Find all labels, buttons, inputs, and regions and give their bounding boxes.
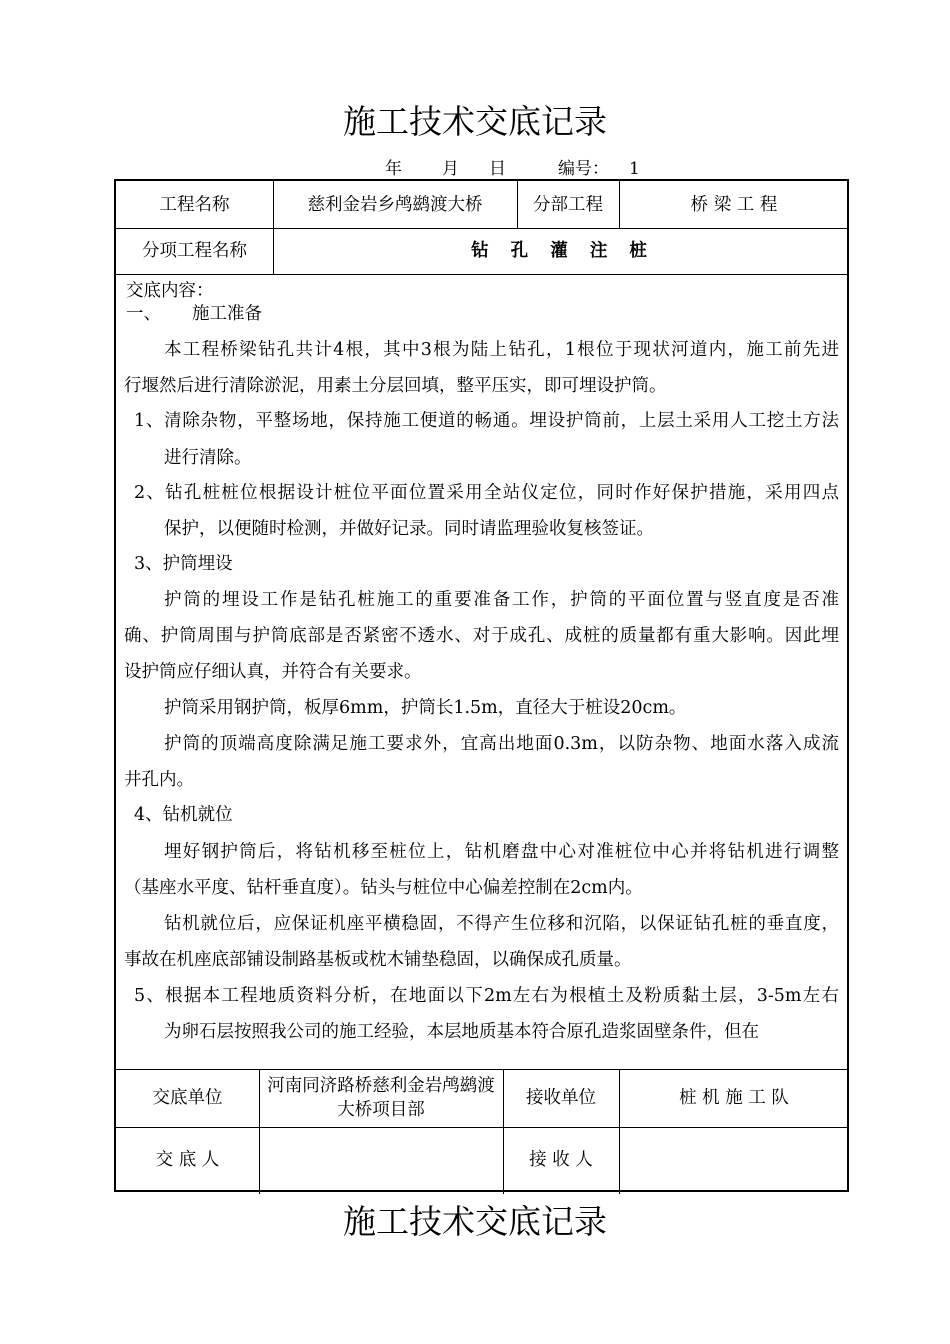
content-label: 交底内容：: [126, 281, 214, 301]
text-line: 2、钻孔桩桩位根据设计桩位平面位置采用全站仪定位，同时作好保护措施，采用四点: [134, 483, 839, 503]
text-line: 本工程桥梁钻孔共计4根，其中3根为陆上钻孔，1根位于现状河道内，施工前先进: [164, 340, 839, 360]
section-title: 施工准备: [192, 304, 262, 324]
issuer-unit-value: 河南同济路桥慈利金岩鸬鹚渡大桥项目部: [267, 1076, 495, 1120]
text-line: 护筒的埋设工作是钻孔桩施工的重要准备工作，护筒的平面位置与竖直度是否准: [164, 590, 839, 610]
text-line: 3、护筒埋设: [134, 554, 233, 574]
text-line: 进行清除。: [164, 448, 252, 468]
date-year-label: 年: [385, 159, 402, 179]
text-line: 钻机就位后，应保证机座平横稳固，不得产生位移和沉陷，以保证钻孔桩的垂直度，: [164, 914, 839, 934]
receiver-person-label: 接 收 人: [529, 1149, 593, 1170]
project-name-label: 工程名称: [159, 194, 230, 215]
text-line: 行堰然后进行清除淤泥，用素土分层回填，整平压实，即可埋设护筒。: [124, 376, 667, 396]
number-label: 编号：: [558, 159, 609, 179]
division-label: 分部工程: [533, 194, 603, 215]
text-line: 1、清除杂物，平整场地，保持施工便道的畅通。埋设护筒前，上层土采用人工挖土方法: [134, 411, 839, 431]
date-month-label: 月: [442, 159, 459, 179]
text-line: 保护，以便随时检测，并做好记录。同时请监理验收复核签证。: [164, 519, 654, 539]
subitem-value: 钻 孔 灌 注 桩: [471, 241, 651, 261]
page-title-next: 施工技术交底记录: [343, 1202, 607, 1241]
section-number: 一、: [126, 304, 161, 324]
record-sheet: [114, 179, 849, 1192]
rule: [116, 274, 847, 275]
text-line: 埋好钢护筒后，将钻机移至桩位上，钻机磨盘中心对准桩位中心并将钻机进行调整: [164, 842, 839, 862]
text-line: 设护筒应仔细认真，并符合有关要求。: [124, 662, 422, 682]
text-line: 确、护筒周围与护筒底部是否紧密不透水、对于成孔、成桩的质量都有重大影响。因此埋: [124, 626, 839, 646]
text-line: 事故在机座底部铺设制路基板或枕木铺垫稳固，以确保成孔质量。: [124, 950, 632, 970]
text-line: 护筒采用钢护筒，板厚6mm，护筒长1.5m，直径大于桩设20cm。: [164, 698, 687, 718]
subitem-label: 分项工程名称: [142, 241, 247, 261]
text-line: （基座水平度、钻杆垂直度）。钻头与桩位中心偏差控制在2cm内。: [124, 878, 643, 898]
receiver-person-value[interactable]: [619, 1127, 849, 1192]
text-line: 为卵石层按照我公司的施工经验，本层地质基本符合原孔造浆固壁条件，但在: [164, 1022, 759, 1042]
date-number-line: [385, 154, 640, 179]
text-line: 井孔内。: [124, 770, 194, 790]
receiver-unit-label: 接收单位: [526, 1088, 596, 1108]
page-title: 施工技术交底记录: [343, 102, 607, 141]
division-value: 桥 梁 工 程: [690, 194, 778, 215]
issuer-unit-label: 交底单位: [152, 1088, 223, 1108]
project-name-value: 慈利金岩乡鸬鹚渡大桥: [307, 194, 483, 215]
issuer-person-value[interactable]: [259, 1127, 503, 1192]
text-line: 5、根据本工程地质资料分析，在地面以下2m左右为根植土及粉质黏土层，3-5m左右: [134, 986, 839, 1006]
text-line: 4、钻机就位: [134, 805, 233, 825]
number-value: 1: [629, 159, 640, 179]
text-line: 护筒的顶端高度除满足施工要求外，宜高出地面0.3m，以防杂物、地面水落入成流: [164, 734, 839, 754]
receiver-unit-value: 桩 机 施 工 队: [679, 1088, 789, 1108]
issuer-person-label: 交 底 人: [155, 1149, 220, 1170]
date-day-label: 日: [489, 159, 506, 179]
